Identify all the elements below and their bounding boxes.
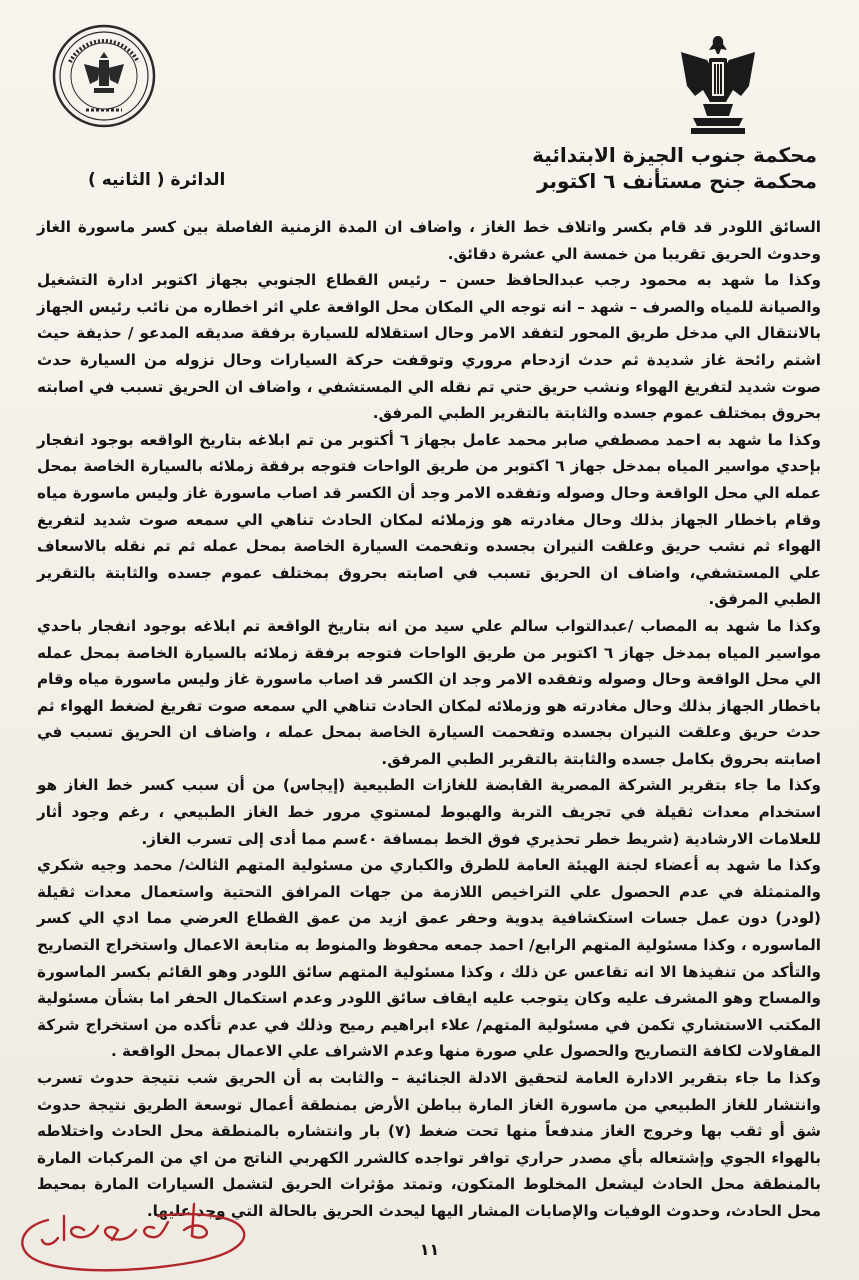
paragraph: وكذا ما جاء بتقرير الادارة العامة لتحقيق الادلة الجنائية – والثابت به أن الحريق شب نتيجة حدوث تسرب وانتشار للغاز الطبيعي من ماسورة الغاز المارة بباطن الأرض بمنطقة أعمال توسعة الطريق نتيجة حدوث شق أو ثقب بها وخروج الغاز مندفعاً منها تحت ضغط (٧) بار وانتشاره بالمنطقة محل الحادث واختلاطه بالهواء الجوي وإشتعاله بأي مصدر حراري توافر تواجده كالشرر الكهربي الناتج من اي من المركبات المارة بالمنطقة محل الحادث ليشعل المخلوط المتكون، وتمتد مؤثرات الحريق لتشمل السيارات المارة بمحيط محل الحادث، وحدوث الوفيات والإصابات المشار اليها ليحدث الحريق بالحالة التي وجد عليها.	[37, 1069, 821, 1220]
signature-icon	[8, 1190, 256, 1274]
court-subtitle: محكمة جنح مستأنف ٦ اكتوبر	[537, 169, 817, 193]
eagle-emblem-icon	[673, 30, 763, 138]
page-number: ١١	[419, 1240, 440, 1259]
document-body	[37, 214, 821, 1225]
court-title: محكمة جنوب الجيزة الابتدائية	[532, 143, 817, 167]
paragraph: وكذا ما شهد به احمد مصطفي صابر محمد عامل بجهاز ٦ أكتوبر من تم ابلاغه بتاريخ الواقعه بوجود انفجار بإحدي مواسير المياه بمدخل جهاز ٦ اكتوبر من طريق الواحات فتوجه برفقة زملائه بالسيارة الخاصة بمحل عمله الي محل الواقعة وحال وصوله وتفقده الامر وجد أن الكسر قد اصاب ماسورة غاز وليس ماسورة مياه وقام باخطار الجهاز بذلك وحال مغادرته هو وزملائه لمكان الحادث تناهي الي سمعه صوت شديد لتفريغ الهواء ثم نشب حريق وعلقت النيران بجسده وتفحمت السيارة الخاصة بمحل عمله ثم تم نقله بالاسعاف علي المستشفي، واضاف ان الحريق تسبب في اصابته بحروق بمختلف عموم جسده والثابتة بالتقرير الطبي المرفق.	[37, 430, 821, 609]
circuit-label: الدائرة ( الثانيه )	[88, 170, 226, 190]
paragraph: وكذا ما جاء بتقرير الشركة المصرية القابضة للغازات الطبيعية (إيجاس) من أن سبب كسر خط الغاز هو استخدام معدات ثقيلة في تجريف التربة والهبوط لمستوي مرور خط الغاز الطبيعي ، رغم وجود أثار للعلامات الارشادية (شريط خطر تحذيري فوق الخط بمسافة ٤٠سم مما أدى إلى تسرب الغاز.	[37, 776, 821, 848]
paragraph: السائق اللودر قد قام بكسر واتلاف خط الغاز ، واضاف ان المدة الزمنية الفاصلة بين كسر ماسورة الغاز وحدوث الحريق تقريبا من خمسة الي عشرة دقائق.	[37, 218, 821, 263]
court-seal-icon	[50, 22, 158, 130]
paragraph: وكذا ما شهد به محمود رجب عبدالحافظ حسن – رئيس القطاع الجنوبي بجهاز اكتوبر ادارة التشغيل والصيانة للمياه والصرف – شهد – انه توجه الي المكان محل الواقعة علي اثر اخطاره من نائب رئيس الجهاز بالانتقال الي مدخل طريق المحور لتفقد الامر وحال استقلاله للسيارة برفقة صديقه المدعو / حذيفة حيث اشتم رائحة غاز شديدة ثم حدث ازدحام مروري وتوقفت حركة السيارات وحال نزوله من السيارة حدث صوت شديد لتفريغ الهواء ونشب حريق حتي تم نقله الي المستشفي ، واضاف ان الحريق تسبب في اصابته بحروق بمختلف عموم جسده والثابتة بالتقرير الطبي المرفق.	[37, 271, 821, 423]
paragraph: وكذا ما شهد به المصاب /عبدالتواب سالم علي سيد من انه بتاريخ الواقعة تم ابلاغه بوجود انفجار باحدي مواسير المياه بمدخل جهاز ٦ اكتوبر من طريق الواحات فتوجه برفقة زملائه بالسيارة الخاصة بمحل عمله الي محل الواقعة وحال وصوله وتفقده الامر وجد ان الكسر قد اصاب ماسورة غاز وليس ماسورة مياه وقام باخطار الجهاز بذلك وحال مغادرته هو وزملائه لمكان الحادث تناهي الي سمعه صوت تفريغ لضغط الهواء ثم حدث حريق وعلقت النيران بجسده وتفحمت السيارة الخاصة بمحل عمله ، واضاف ان الحريق تسبب في اصابته بحروق بكامل جسده والثابتة بالتقرير الطبي المرفق.	[37, 616, 822, 768]
paragraph: وكذا ما شهد به أعضاء لجنة الهيئة العامة للطرق والكباري من مسئولية المتهم الثالث/ محمد وجيه شكري والمتمثلة في عدم الحصول علي التراخيص اللازمة من جهات المرافق التحتية واستعمال معدات ثقيلة (لودر) دون عمل جسات استكشافية يدوية وحفر عمق ازيد من عمق القطاع العرضي مما ادي الي كسر الماسوره ، وكذا مسئولية المتهم الرابع/ احمد جمعه محفوظ والمنوط به متابعة الاعمال واستخراج التصاريح والتأكد من تنفيذها الا انه تقاعس عن ذلك ، وكذا مسئولية المتهم سائق اللودر وهو القائم بكسر الماسورة والمساح وهو المشرف عليه وكان يتوجب عليه ايقاف سائق اللودر وعدم استكمال الحفر اما بشأن مسئولية المكتب الاستشاري تكمن في مسئولية المتهم/ علاء ابراهيم رميح وذلك في عدم تأكده من استخراج شركة المقاولات لكافة التصاريح والحصول علي صورة منها وعدم الاشراف علي الاعمال بمحل الواقعة .	[37, 856, 821, 1061]
